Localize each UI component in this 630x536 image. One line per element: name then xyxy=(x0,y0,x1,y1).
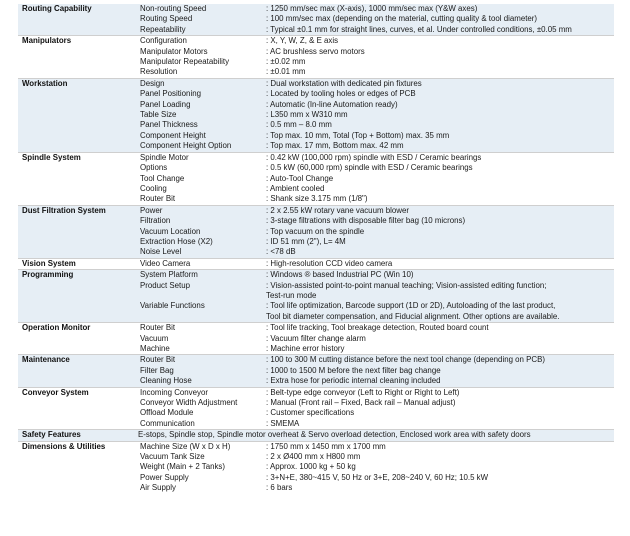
spec-item-value: : L350 mm x W310 mm xyxy=(264,110,614,120)
section-title-spacer xyxy=(18,163,136,173)
spec-item-label: Vacuum Location xyxy=(136,227,264,237)
spec-row xyxy=(18,184,614,194)
spec-item-value: : SMEMA xyxy=(266,418,300,428)
spec-item-value: : ±0.02 mm xyxy=(266,57,306,67)
spec-item-label: Filtration xyxy=(136,216,264,226)
spec-item-label: Design xyxy=(136,78,264,89)
spec-item-label: Router Bit xyxy=(140,194,176,204)
spec-item-label: Machine Size (W x D x H) xyxy=(140,441,231,451)
spec-row xyxy=(18,473,614,483)
spec-item-label: Panel Positioning xyxy=(136,89,264,99)
section-title-spacer xyxy=(18,25,136,36)
spec-item-value: : 1250 mm/sec max (X-axis), 1000 mm/sec max (Y&W axes) xyxy=(264,4,614,14)
spec-item-value: : <78 dB xyxy=(264,247,614,258)
spec-section xyxy=(18,78,614,152)
section-title-spacer xyxy=(18,473,136,483)
section-title-spacer xyxy=(18,174,136,184)
spec-item-value: : Typical ±0.1 mm for straight lines, curves, et al. Under controlled conditions, ±0.05 mm xyxy=(264,25,614,36)
spec-item-label: Non-routing Speed xyxy=(136,4,264,14)
spec-item-value: : Automatic (In-line Automation ready) xyxy=(264,100,614,110)
spec-item-label: Machine xyxy=(140,344,170,353)
spec-item-value: : ±0.01 mm xyxy=(266,67,306,77)
spec-row xyxy=(18,227,614,237)
spec-item-label: Tool Change xyxy=(140,173,185,183)
spec-row xyxy=(18,366,614,376)
section-title-spacer xyxy=(18,291,136,301)
spec-item-label: Manipulator Motors xyxy=(140,46,208,56)
spec-item-value: : Windows ® based Industrial PC (Win 10) xyxy=(264,270,614,281)
spec-row xyxy=(18,25,614,36)
spec-item-value: : X, Y, W, Z, & E axis xyxy=(266,36,339,46)
spec-row xyxy=(18,355,614,366)
spec-item-label: Filter Bag xyxy=(136,366,264,376)
spec-row xyxy=(18,237,614,247)
spec-row xyxy=(18,67,614,78)
spec-item-value: : 3+N+E, 380~415 V, 50 Hz or 3+E, 208~240 V, 60 Hz; 10.5 kW xyxy=(266,472,489,482)
spec-item-value: Tool bit diameter compensation, and Fiducial alignment. Other options are available. xyxy=(264,312,614,323)
spec-item-label: Options xyxy=(140,163,168,173)
spec-item-value: : 6 bars xyxy=(266,483,293,493)
spec-item-value: : Manual (Front rail – Fixed, Back rail – Manual adjust) xyxy=(266,398,456,408)
spec-item-value: : Belt-type edge conveyor (Left to Right or Right to Left) xyxy=(266,387,460,397)
spec-row xyxy=(18,376,614,387)
spec-section xyxy=(18,270,614,323)
spec-row xyxy=(18,312,614,323)
spec-section xyxy=(18,258,614,269)
spec-item-label: Manipulator Repeatability xyxy=(140,57,230,67)
section-title: Safety Features xyxy=(18,430,136,441)
spec-item-label: Weight (Main + 2 Tanks) xyxy=(140,462,226,472)
spec-row xyxy=(18,430,614,441)
spec-row xyxy=(18,4,614,14)
spec-item-value: : 3-stage filtrations with disposable filter bag (10 microns) xyxy=(264,216,614,226)
spec-item-label: Cleaning Hose xyxy=(136,376,264,387)
section-title-spacer xyxy=(18,301,136,311)
spec-row xyxy=(18,174,614,184)
spec-row xyxy=(18,36,614,47)
spec-item-value: : Auto-Tool Change xyxy=(266,173,334,183)
spec-item-label: Conveyor Width Adjustment xyxy=(140,398,238,408)
spec-item-label: Table Size xyxy=(136,110,264,120)
spec-item-value: : AC brushless servo motors xyxy=(266,46,365,56)
section-title: Manipulators xyxy=(22,36,72,46)
spec-item-label: Offload Module xyxy=(140,408,194,418)
spec-item-value: : Top vacuum on the spindle xyxy=(264,227,614,237)
spec-item-label: Cooling xyxy=(140,183,167,193)
spec-row xyxy=(18,398,614,408)
section-title-spacer xyxy=(18,452,136,462)
spec-item-value: : Dual workstation with dedicated pin fixtures xyxy=(264,78,614,89)
spec-item-label: Communication xyxy=(140,418,195,428)
spec-item-label: Power xyxy=(136,205,264,216)
section-title-spacer xyxy=(18,131,136,141)
spec-section xyxy=(18,430,614,441)
section-title-spacer xyxy=(18,398,136,408)
section-title-spacer xyxy=(18,344,136,355)
section-title: Dust Filtration System xyxy=(18,205,136,216)
section-title-spacer xyxy=(18,247,136,258)
spec-item-value: : 0.5 kW (60,000 rpm) spindle with ESD / Ceramic bearings xyxy=(266,163,473,173)
section-title: Maintenance xyxy=(18,355,136,366)
specification-table xyxy=(18,4,614,494)
spec-item-value: : High-resolution CCD video camera xyxy=(266,258,393,268)
section-title-spacer xyxy=(18,419,136,430)
section-title: Workstation xyxy=(18,78,136,89)
spec-row xyxy=(18,205,614,216)
spec-row xyxy=(18,462,614,472)
section-title: Routing Capability xyxy=(18,4,136,14)
section-title-spacer xyxy=(18,408,136,418)
spec-item-value: Test-run mode xyxy=(264,291,614,301)
spec-row xyxy=(18,270,614,281)
spec-row xyxy=(18,452,614,462)
spec-item-value: : Approx. 1000 kg + 50 kg xyxy=(266,462,356,472)
section-title-spacer xyxy=(18,110,136,120)
spec-section xyxy=(18,441,614,494)
spec-row xyxy=(18,47,614,57)
spec-row xyxy=(18,408,614,418)
spec-item-label: Incoming Conveyor xyxy=(140,387,208,397)
spec-item-value: : 0.42 kW (100,000 rpm) spindle with ESD / Ceramic bearings xyxy=(266,152,482,162)
spec-item-value: : ID 51 mm (2"), L= 4M xyxy=(264,237,614,247)
section-title-spacer xyxy=(18,483,136,493)
section-title-spacer xyxy=(18,67,136,78)
spec-item-label: Configuration xyxy=(140,36,187,46)
spec-item-value: : 1000 to 1500 M before the next filter bag change xyxy=(264,366,614,376)
spec-item-label: Repeatability xyxy=(136,25,264,36)
spec-row xyxy=(18,89,614,99)
spec-section xyxy=(18,4,614,36)
spec-item-label: Spindle Motor xyxy=(140,152,189,162)
section-title-spacer xyxy=(18,47,136,57)
section-title-spacer xyxy=(18,57,136,67)
spec-row xyxy=(18,387,614,398)
spec-item-label xyxy=(136,291,264,301)
spec-item-label: Router Bit xyxy=(136,355,264,366)
spec-item-value: : 100 to 300 M cutting distance before the next tool change (depending on PCB) xyxy=(264,355,614,366)
spec-item-label: Vacuum xyxy=(140,333,169,343)
spec-item-label: Video Camera xyxy=(140,258,191,268)
spec-item-label: Variable Functions xyxy=(136,301,264,311)
section-title: Programming xyxy=(18,270,136,281)
spec-row xyxy=(18,291,614,301)
section-title-spacer xyxy=(18,312,136,323)
spec-row xyxy=(18,131,614,141)
spec-section xyxy=(18,205,614,258)
spec-row xyxy=(18,301,614,311)
section-title-spacer xyxy=(18,89,136,99)
spec-item-label: Resolution xyxy=(140,67,178,77)
spec-section xyxy=(18,355,614,387)
spec-item-value: : Extra hose for periodic internal cleaning included xyxy=(264,376,614,387)
section-title-spacer xyxy=(18,227,136,237)
spec-item-label: Power Supply xyxy=(140,472,189,482)
spec-row xyxy=(18,14,614,24)
spec-item-label: Component Height xyxy=(136,131,264,141)
section-title-spacer xyxy=(18,237,136,247)
spec-item-value: : Ambient cooled xyxy=(266,183,325,193)
section-title-spacer xyxy=(18,100,136,110)
spec-item-label: Vacuum Tank Size xyxy=(140,452,205,462)
spec-item-value: : Tool life tracking, Tool breakage detection, Routed board count xyxy=(266,323,489,333)
spec-row xyxy=(18,323,614,334)
section-title: Operation Monitor xyxy=(22,323,91,333)
section-title: Spindle System xyxy=(22,152,81,162)
section-title: Dimensions & Utilities xyxy=(22,441,106,451)
spec-row xyxy=(18,281,614,291)
spec-section xyxy=(18,152,614,205)
spec-item-value: : 0.5 mm – 8.0 mm xyxy=(264,120,614,130)
spec-item-value: : 2 x Ø400 mm x H800 mm xyxy=(266,452,361,462)
section-title-spacer xyxy=(18,334,136,344)
section-title-spacer xyxy=(18,462,136,472)
spec-row xyxy=(18,334,614,344)
spec-item-label: Component Height Option xyxy=(136,141,264,152)
spec-item-label: Router Bit xyxy=(140,323,176,333)
spec-row xyxy=(18,419,614,430)
spec-row xyxy=(18,258,614,269)
spec-row xyxy=(18,120,614,130)
section-title: Conveyor System xyxy=(22,387,89,397)
spec-item-value: : Machine error history xyxy=(266,344,345,353)
section-title-spacer xyxy=(18,194,136,205)
spec-item-value: : Top max. 17 mm, Bottom max. 42 mm xyxy=(264,141,614,152)
section-title-spacer xyxy=(18,14,136,24)
spec-item-label: Air Supply xyxy=(140,483,176,493)
spec-row xyxy=(18,141,614,152)
spec-row xyxy=(18,57,614,67)
spec-section xyxy=(18,387,614,430)
spec-row xyxy=(18,483,614,493)
spec-row xyxy=(18,194,614,205)
spec-item-label: Noise Level xyxy=(136,247,264,258)
spec-item-value: : Located by tooling holes or edges of PCB xyxy=(264,89,614,99)
section-title-spacer xyxy=(18,376,136,387)
spec-item-value: : 1750 mm x 1450 mm x 1700 mm xyxy=(266,441,386,451)
spec-item-value: : Shank size 3.175 mm (1/8") xyxy=(266,194,368,204)
section-title-spacer xyxy=(18,216,136,226)
section-title-spacer xyxy=(18,184,136,194)
spec-row xyxy=(18,100,614,110)
spec-item-label: System Platform xyxy=(136,270,264,281)
spec-section xyxy=(18,323,614,355)
spec-item-value: : 100 mm/sec max (depending on the material, cutting quality & tool diameter) xyxy=(264,14,614,24)
spec-row xyxy=(18,216,614,226)
spec-row xyxy=(18,152,614,163)
spec-item-label: Product Setup xyxy=(136,281,264,291)
spec-item-value: : 2 x 2.55 kW rotary vane vacuum blower xyxy=(264,205,614,216)
section-title-spacer xyxy=(18,141,136,152)
spec-row xyxy=(18,78,614,89)
spec-row xyxy=(18,110,614,120)
spec-item-label: Routing Speed xyxy=(136,14,264,24)
spec-item-label: Panel Thickness xyxy=(136,120,264,130)
spec-item-value: : Top max. 10 mm, Total (Top + Bottom) max. 35 mm xyxy=(264,131,614,141)
spec-item-label: Extraction Hose (X2) xyxy=(136,237,264,247)
section-title-spacer xyxy=(18,366,136,376)
spec-item-value: : Tool life optimization, Barcode support (1D or 2D), Autoloading of the last product, xyxy=(264,301,614,311)
spec-item-value: : Customer specifications xyxy=(266,408,355,418)
spec-item-label xyxy=(136,312,264,323)
section-title-spacer xyxy=(18,120,136,130)
spec-row xyxy=(18,247,614,258)
section-title: Vision System xyxy=(22,258,76,268)
spec-item-value: : Vision-assisted point-to-point manual teaching; Vision-assisted editing function; xyxy=(264,281,614,291)
section-summary: E-stops, Spindle stop, Spindle motor overheat & Servo overload detection, Enclosed work area with safety doors xyxy=(136,430,614,441)
section-title-spacer xyxy=(18,281,136,291)
spec-item-value: : Vacuum filter change alarm xyxy=(266,333,366,343)
spec-item-label: Panel Loading xyxy=(136,100,264,110)
spec-row xyxy=(18,163,614,173)
spec-row xyxy=(18,344,614,355)
spec-section xyxy=(18,36,614,79)
spec-row xyxy=(18,441,614,452)
